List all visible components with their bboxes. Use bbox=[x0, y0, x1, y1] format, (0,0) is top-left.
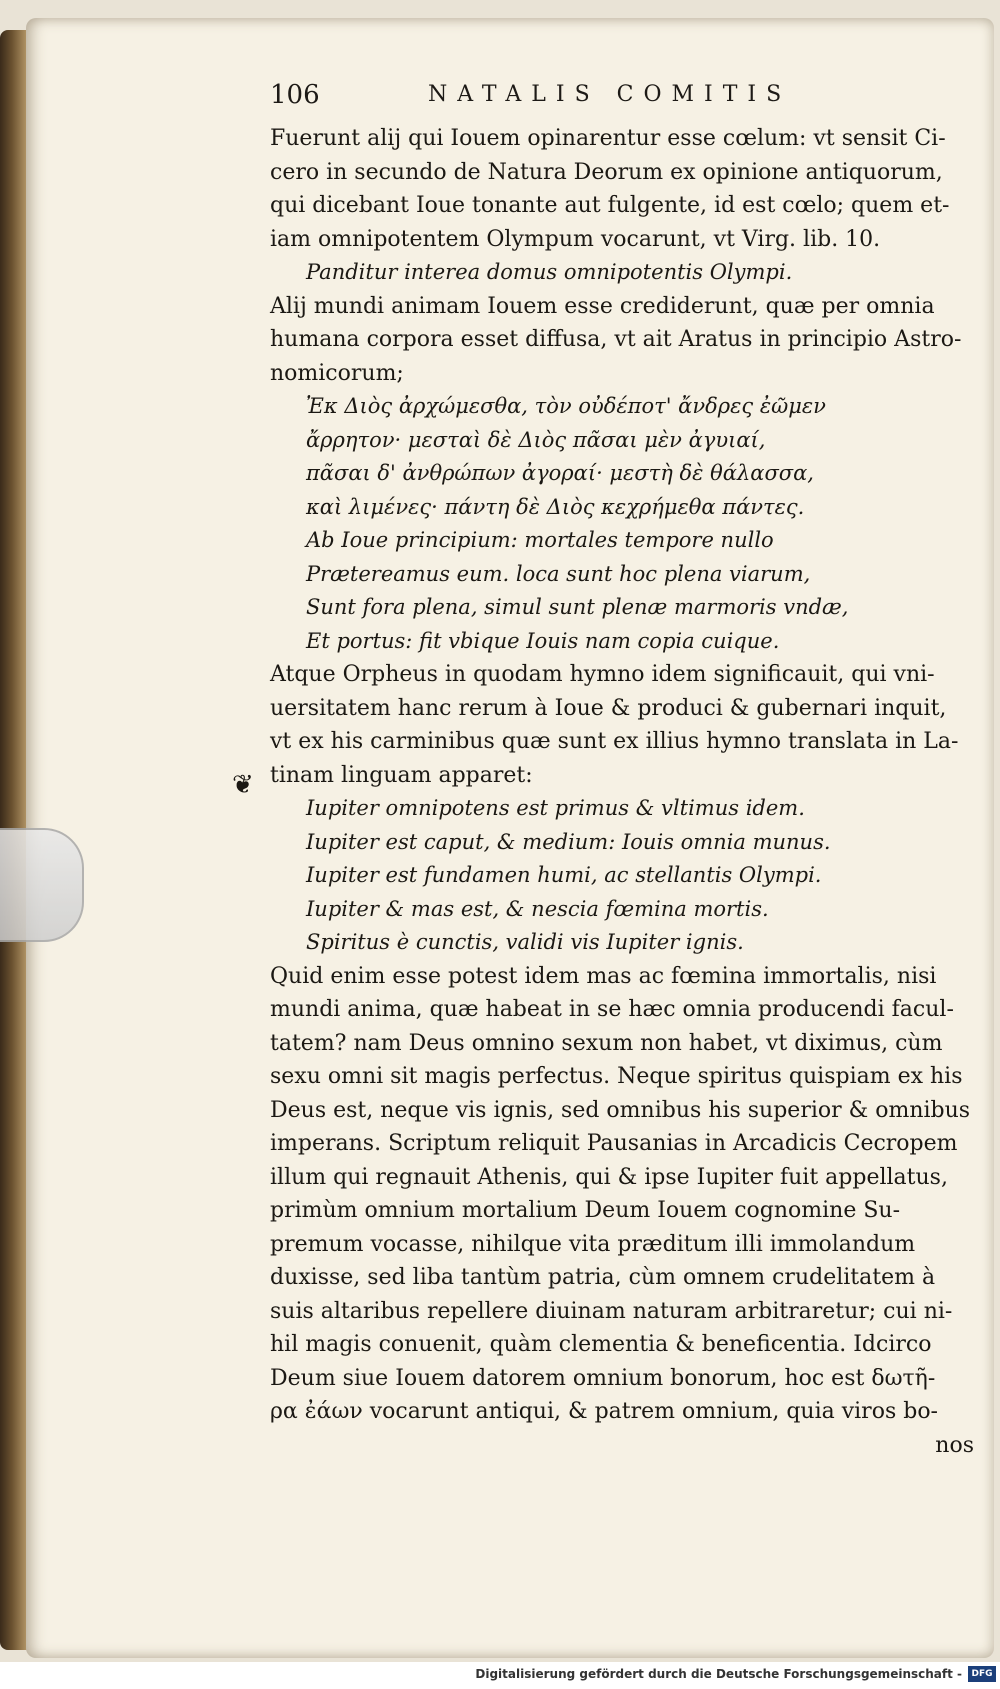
text-line: humana corpora esset diffusa, vt ait Aratus in principio Astro- bbox=[270, 327, 962, 352]
verse-line: Iupiter & mas est, & nescia fœmina mortis. bbox=[306, 896, 769, 921]
greek-verse-line: πᾶσαι δ' ἀνθρώπων ἀγοραί· μεστὴ δὲ θάλασσα, bbox=[306, 461, 814, 485]
text-line: tatem? nam Deus omnino sexum non habet, vt diximus, cùm bbox=[270, 1030, 943, 1056]
text-line: Fuerunt alij qui Iouem opinarentur esse cœlum: vt sensit Ci- bbox=[270, 126, 946, 151]
greek-verse-line: καὶ λιμένες· πάντη δὲ Διὸς κεχρήμεθα πάντες. bbox=[306, 494, 805, 519]
page-number: 106 bbox=[270, 80, 320, 110]
verse-line: Iupiter est fundamen humi, ac stellantis Olympi. bbox=[306, 863, 822, 887]
verse-line: Et portus: fit vbique Iouis nam copia cuique. bbox=[306, 628, 780, 653]
text-line: sexu omni sit magis perfectus. Neque spiritus quispiam ex his bbox=[270, 1064, 963, 1089]
catchword: nos bbox=[935, 1432, 974, 1458]
verse-line: Ab Ioue principium: mortales tempore nullo bbox=[306, 528, 774, 552]
page-header bbox=[270, 80, 830, 120]
text-line: hil magis conuenit, quàm clementia & beneficentia. Idcirco bbox=[270, 1332, 932, 1357]
text-line: iam omnipotentem Olympum vocarunt, vt Virg. lib. 10. bbox=[270, 226, 881, 252]
verse-line: Sunt fora plena, simul sunt plenæ marmoris vndæ, bbox=[306, 595, 849, 619]
page-clip-marker bbox=[0, 828, 84, 942]
text-line: Deum siue Iouem datorem omnium bonorum, hoc est δωτῆ- bbox=[270, 1365, 936, 1391]
verse-line: Prætereamus eum. loca sunt hoc plena viarum, bbox=[306, 561, 811, 586]
text-line: Deus est, neque vis ignis, sed omnibus his superior & omnibus bbox=[270, 1097, 971, 1123]
text-line: premum vocasse, nihilque vita præditum illi immolandum bbox=[270, 1231, 916, 1257]
footer-credit: Digitalisierung gefördert durch die Deutsche Forschungsgemeinschaft - bbox=[475, 1667, 962, 1681]
verse-line: Iupiter omnipotens est primus & vltimus idem. bbox=[306, 796, 805, 820]
text-line: nomicorum; bbox=[270, 360, 404, 386]
text-line: qui dicebant Ioue tonante aut fulgente, id est cœlo; quem et- bbox=[270, 193, 950, 218]
footer bbox=[0, 1662, 1000, 1689]
text-line: tinam linguam apparet: bbox=[270, 762, 533, 788]
text-line: cero in secundo de Natura Deorum ex opinione antiquorum, bbox=[270, 159, 943, 185]
text-line: ρα ἐάων vocarunt antiqui, & patrem omnium, quia viros bo- bbox=[270, 1399, 938, 1424]
text-line: Alij mundi animam Iouem esse crediderunt, quæ per omnia bbox=[270, 293, 935, 319]
text-line: primùm omnium mortalium Deum Iouem cognomine Su- bbox=[270, 1198, 901, 1223]
verse-line: Spiritus è cunctis, validi vis Iupiter ignis. bbox=[306, 930, 744, 954]
verse-line: Iupiter est caput, & medium: Iouis omnia munus. bbox=[306, 829, 831, 854]
text-line: vt ex his carminibus quæ sunt ex illius hymno translata in La- bbox=[270, 729, 959, 754]
greek-verse-line: ἄρρητον· μεσταὶ δὲ Διὸς πᾶσαι μὲν ἀγυιαί, bbox=[306, 427, 766, 452]
text-line: mundi anima, quæ habeat in se hæc omnia producendi facul- bbox=[270, 997, 954, 1022]
margin-mark: ❦ bbox=[232, 770, 254, 800]
text-line: illum qui regnauit Athenis, qui & ipse Iupiter fuit appellatus, bbox=[270, 1164, 948, 1190]
text-line: suis altaribus repellere diuinam naturam arbitraretur; cui ni- bbox=[270, 1298, 953, 1324]
text-line: uersitatem hanc rerum à Ioue & produci & gubernari inquit, bbox=[270, 695, 947, 721]
verse-line: Panditur interea domus omnipotentis Olympi. bbox=[306, 260, 793, 284]
text-line: Quid enim esse potest idem mas ac fœmina immortalis, nisi bbox=[270, 963, 937, 989]
text-line: imperans. Scriptum reliquit Pausanias in Arcadicis Cecropem bbox=[270, 1131, 958, 1156]
running-title: NATALIS COMITIS bbox=[428, 82, 792, 107]
text-line: Atque Orpheus in quodam hymno idem significauit, qui vni- bbox=[270, 662, 935, 687]
greek-verse-line: Ἐκ Διὸς ἀρχώμεσθα, τὸν οὐδέποτ' ἄνδρες ἐῶμεν bbox=[306, 394, 826, 418]
dfg-logo: DFG bbox=[968, 1666, 996, 1682]
text-line: duxisse, sed liba tantùm patria, cùm omnem crudelitatem à bbox=[270, 1265, 936, 1290]
body-text bbox=[270, 122, 980, 1462]
